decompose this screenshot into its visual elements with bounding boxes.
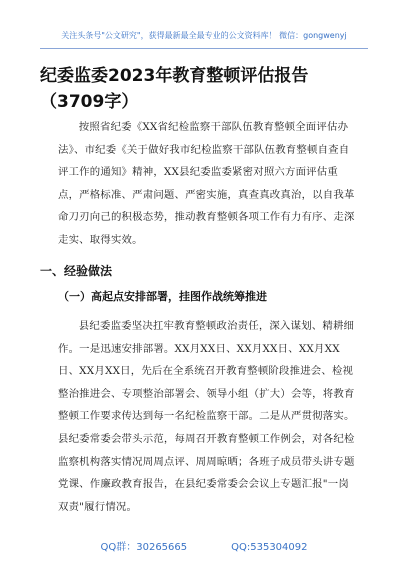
intro-paragraph: 按照省纪委《XX省纪检监察干部队伍教育整顿全面评估办法》、市纪委《关于做好我市纪检监察干部队伍教育整顿自查自评工作的通知》精神，XX县纪委监委紧密对照六方面评估重点，严格标准、严肃问题、严密实施，真查真改真治，以自我革命刀刃向己的积极态势，推动教育整顿各项工作有力有序、走深走实、取得实效。: [58, 121, 355, 246]
footer-qq-group: QQ群：30265665: [100, 542, 188, 553]
section-heading: 一、经验做法: [40, 264, 113, 278]
footer-contact: [0, 538, 408, 553]
document-title: 纪委监委2023年教育整顿评估报告（3709字）: [40, 66, 309, 112]
body-paragraph: 县纪委监委坚决扛牢教育整顿政治责任，深入谋划、精耕细作。一是迅速安排部署。XX月XX日、XX月XX日、XX月XX日、XX月XX日，先后在全系统召开教育整顿阶段推进会、检视整治推进会、专项整治部署会、领导小组（扩大）会等，将教育整顿工作要求传达到每一名纪检监察干部。二是从严贯彻落实。县纪委常委会带头示范，每周召开教育整顿工作例会，对各纪检监察机构落实情况周周点评、周周晾晒；各班子成员带头讲专题党课、作廉政教育报告，在县纪委常委会会议上专题汇报"一岗双责"履行情况。: [58, 320, 355, 513]
subsection-heading: （一）高起点安排部署，挂图作战统筹推进: [58, 290, 267, 303]
footer-qq: QQ:535304092: [231, 542, 308, 553]
header-divider: [40, 48, 368, 49]
header-promo-note: 关注头条号"公文研究"，获得最新最全最专业的公文资料库！ 微信：gongwenyj: [61, 31, 347, 40]
